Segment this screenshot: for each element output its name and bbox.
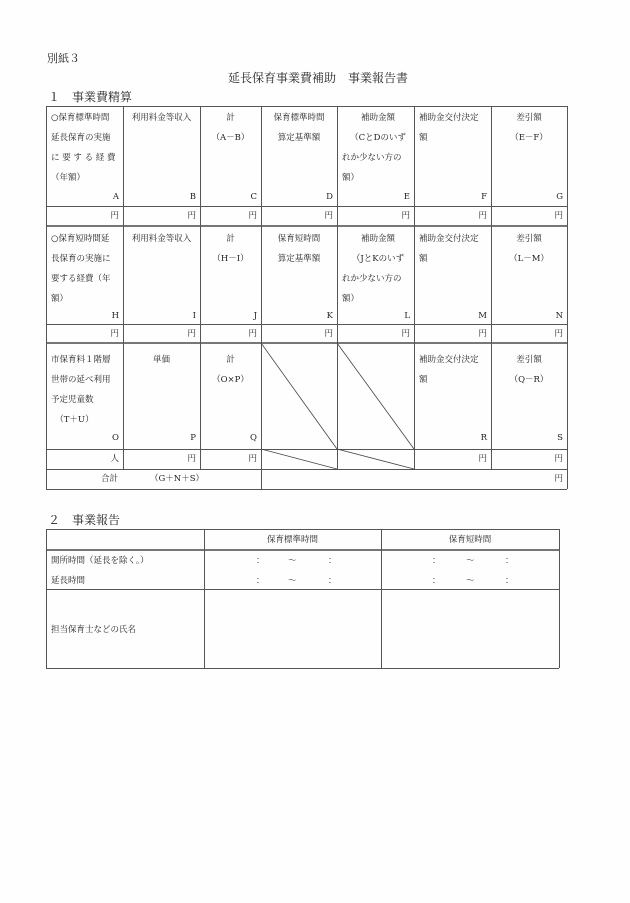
cell-s-header: 差引額 （Q－R） (509, 355, 549, 385)
cell-k-header: 保育短時間 算定基準額 (277, 234, 321, 264)
section1-heading: １ 事業費精算 (48, 90, 133, 104)
amount-r-field[interactable]: 円 (478, 454, 487, 464)
opening-short-start-field[interactable]: ： (432, 556, 441, 566)
amount-f-field[interactable]: 円 (478, 211, 487, 221)
letter-d: D (326, 192, 333, 202)
cell-o-header: 市保育料１階層 世帯の延べ利用 予定児童数 （T＋U） (51, 355, 111, 425)
letter-s: S (557, 433, 563, 443)
row-extension-hours-label: 延長時間 (51, 576, 86, 586)
staff-names-label: 担当保育士などの氏名 (51, 625, 137, 635)
tilde-icon: ～ (288, 576, 297, 586)
extension-short-start-field[interactable]: ： (432, 576, 441, 586)
amount-b-field[interactable]: 円 (187, 211, 196, 221)
letter-p: P (190, 433, 196, 443)
letter-k: K (326, 311, 333, 321)
cell-q-header: 計 （O×P） (212, 355, 249, 385)
cell-n-header: 差引額 （L－M） (509, 234, 549, 264)
letter-l: L (404, 311, 410, 321)
cell-e-header: 補助金額 （CとDのいず れか少ない方の 額） (342, 113, 406, 183)
extension-std-start-field[interactable]: ： (256, 576, 265, 586)
amount-i-field[interactable]: 円 (187, 329, 196, 339)
amount-p-field[interactable]: 円 (187, 454, 196, 464)
amount-d-field[interactable]: 円 (324, 211, 333, 221)
staff-names-std-field[interactable] (205, 590, 381, 668)
opening-short-end-field[interactable]: ： (505, 556, 514, 566)
letter-h: H (111, 311, 119, 321)
cell-a-header: ○保育標準時間 延長保育の実施 に 要 す る 経 費 （年額） (51, 113, 116, 183)
letter-b: B (189, 192, 196, 202)
cell-d-header: 保育標準時間 算定基準額 (273, 113, 325, 143)
amount-c-field[interactable]: 円 (248, 211, 257, 221)
cell-p-header: 単価 (152, 355, 170, 365)
cell-i-header: 利用料金等収入 (131, 234, 192, 244)
cell-h-header: ○保育短時間延 長保育の実施に 要する経費（年 額） (51, 234, 111, 304)
cell-g-header: 差引額 （E－F） (510, 113, 548, 143)
attachment-label: 別紙３ (47, 52, 80, 65)
diagonal-strike-icon (261, 342, 416, 470)
count-o-field[interactable]: 人 (110, 454, 119, 464)
cell-b-header: 利用料金等収入 (131, 113, 192, 123)
total-formula: （G＋N＋S） (150, 474, 205, 484)
letter-i: I (192, 311, 196, 321)
tilde-icon: ～ (466, 556, 475, 566)
letter-j: J (253, 311, 257, 321)
letter-q: Q (250, 433, 257, 443)
cell-j-header: 計 （H－I） (212, 234, 249, 264)
section2-heading: ２ 事業報告 (48, 513, 121, 527)
row-opening-hours-label: 開所時間（延長を除く。） (51, 556, 149, 566)
tilde-icon: ～ (288, 556, 297, 566)
tilde-icon: ～ (466, 576, 475, 586)
cell-m-header: 補助金交付決定 額 (419, 234, 479, 264)
amount-q-field[interactable]: 円 (248, 454, 257, 464)
extension-short-end-field[interactable]: ： (505, 576, 514, 586)
amount-l-field[interactable]: 円 (401, 329, 410, 339)
staff-names-short-field[interactable] (382, 590, 559, 668)
extension-std-end-field[interactable]: ： (328, 576, 337, 586)
letter-r: R (480, 433, 487, 443)
amount-e-field[interactable]: 円 (401, 211, 410, 221)
amount-h-field[interactable]: 円 (110, 329, 119, 339)
letter-g: G (556, 192, 563, 202)
cell-f-header: 補助金交付決定 額 (419, 113, 479, 143)
document-title: 延長保育事業費補助 事業報告書 (228, 71, 409, 85)
amount-a-field[interactable]: 円 (110, 211, 119, 221)
letter-a: A (112, 192, 119, 202)
cell-c-header: 計 （A－B） (211, 113, 250, 143)
letter-o: O (112, 433, 119, 443)
letter-f: F (481, 192, 487, 202)
total-label: 合計 (101, 474, 119, 484)
cell-r-header: 補助金交付決定 額 (419, 355, 479, 385)
total-amount-field[interactable]: 円 (554, 474, 563, 484)
opening-std-start-field[interactable]: ： (256, 556, 265, 566)
amount-s-field[interactable]: 円 (554, 454, 563, 464)
amount-k-field[interactable]: 円 (324, 329, 333, 339)
letter-e: E (403, 192, 410, 202)
header-short-hours: 保育短時間 (448, 535, 492, 545)
letter-n: N (555, 311, 563, 321)
amount-m-field[interactable]: 円 (478, 329, 487, 339)
letter-c: C (250, 192, 257, 202)
opening-std-end-field[interactable]: ： (328, 556, 337, 566)
amount-j-field[interactable]: 円 (248, 329, 257, 339)
amount-n-field[interactable]: 円 (554, 329, 563, 339)
cell-l-header: 補助金額 （JとKのいず れか少ない方の 額） (342, 234, 405, 304)
letter-m: M (478, 311, 487, 321)
header-standard-hours: 保育標準時間 (266, 535, 318, 545)
amount-g-field[interactable]: 円 (554, 211, 563, 221)
